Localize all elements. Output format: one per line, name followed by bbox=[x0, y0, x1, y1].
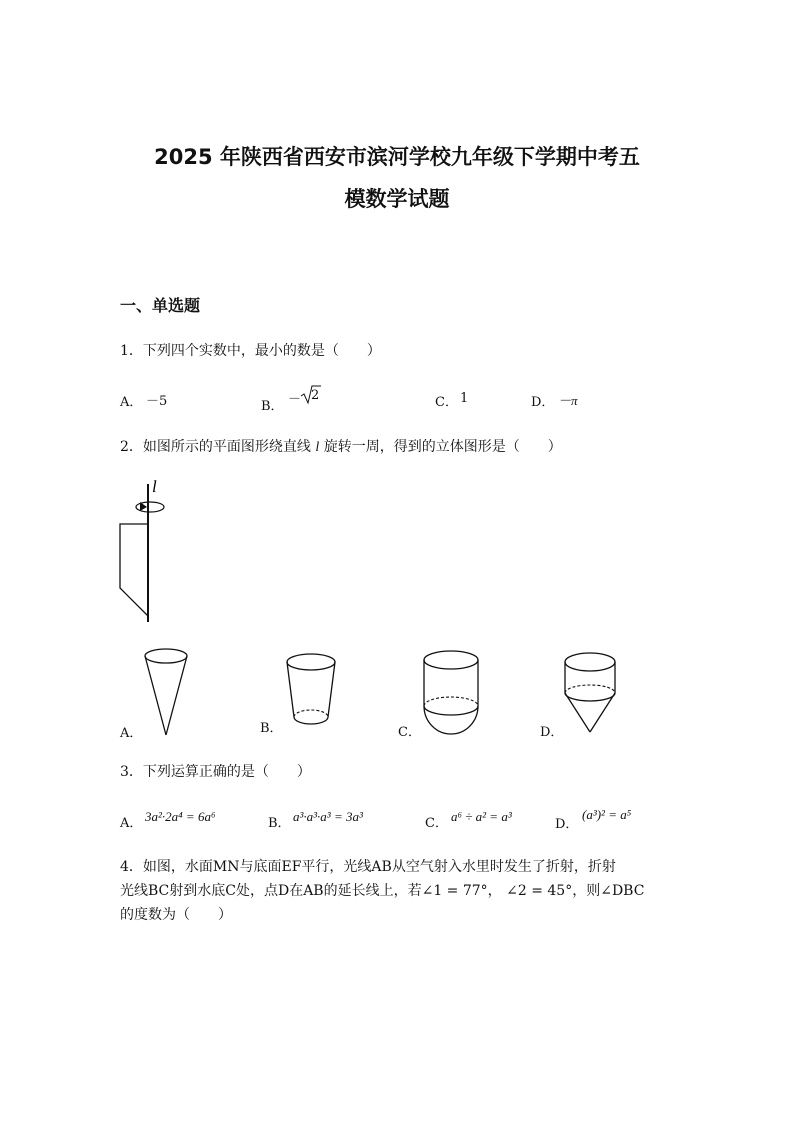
question-2-stem bbox=[120, 436, 562, 459]
question-1-stem: 1．下列四个实数中，最小的数是（ ） bbox=[120, 343, 381, 359]
q1-option-c-label: C． bbox=[435, 395, 458, 410]
q3-option-d-label: D． bbox=[555, 817, 579, 832]
q1-option-d-label: D． bbox=[531, 395, 555, 410]
axis-label-l: l bbox=[152, 477, 157, 496]
q3-option-d-expr: (a³)² = a⁵ bbox=[582, 807, 632, 822]
rotation-arrowhead-icon bbox=[140, 502, 147, 511]
q1-option-a-value: －5 bbox=[146, 394, 168, 409]
question-4-line2: 光线BC射到水底C处，点D在AB的延长线上，若∠1 = 77°， ∠2 = 45°，则∠DBC bbox=[120, 883, 645, 899]
option-c-cylinder-hemisphere bbox=[420, 646, 482, 738]
page-title-line2: 模数学试题 bbox=[344, 187, 450, 211]
trapezoid-shape bbox=[120, 524, 148, 616]
option-b-frustum bbox=[282, 648, 340, 732]
q2-stem-variable: l bbox=[315, 440, 320, 455]
q3-option-b-label: B． bbox=[268, 816, 291, 831]
section-heading: 一、单选题 bbox=[120, 296, 201, 315]
q1-option-b-minus: － bbox=[288, 392, 302, 407]
q2-option-b-label: B． bbox=[260, 721, 283, 736]
plane-figure-with-axis bbox=[108, 476, 178, 626]
question-3-stem: 3．下列运算正确的是（ ） bbox=[120, 764, 311, 780]
question-4-line3: 的度数为（ ） bbox=[120, 907, 232, 923]
q3-option-a-expr: 3a²·2a⁴ = 6a⁶ bbox=[145, 809, 216, 824]
option-a-cone bbox=[142, 644, 198, 738]
q3-option-c-label: C． bbox=[425, 816, 448, 831]
q1-option-c-value: 1 bbox=[460, 391, 469, 406]
q2-option-c-label: C． bbox=[398, 725, 421, 740]
q2-stem-post: 旋转一周，得到的立体图形是（ ） bbox=[319, 439, 562, 455]
option-d-cylinder-cone bbox=[560, 646, 620, 738]
q1-option-b-radicand: 2 bbox=[311, 388, 320, 403]
question-4-line1: 4．如图，水面MN与底面EF平行，光线AB从空气射入水里时发生了折射，折射 bbox=[120, 859, 616, 875]
q2-stem-pre: 2．如图所示的平面图形绕直线 bbox=[120, 439, 316, 455]
q3-option-a-label: A． bbox=[120, 816, 143, 831]
q1-option-d-value: －π bbox=[558, 393, 578, 408]
q3-option-b-expr: a³·a³·a³ = 3a³ bbox=[293, 809, 363, 824]
q1-option-a-label: A． bbox=[120, 395, 143, 410]
q3-option-c-expr: a⁶ ÷ a² = a³ bbox=[451, 809, 512, 824]
q2-option-d-label: D． bbox=[540, 725, 564, 740]
q1-option-b-label: B． bbox=[261, 399, 284, 414]
page-title-line1: 2025 年陕西省西安市滨河学校九年级下学期中考五 bbox=[154, 145, 640, 169]
q2-option-a-label: A． bbox=[120, 726, 143, 741]
